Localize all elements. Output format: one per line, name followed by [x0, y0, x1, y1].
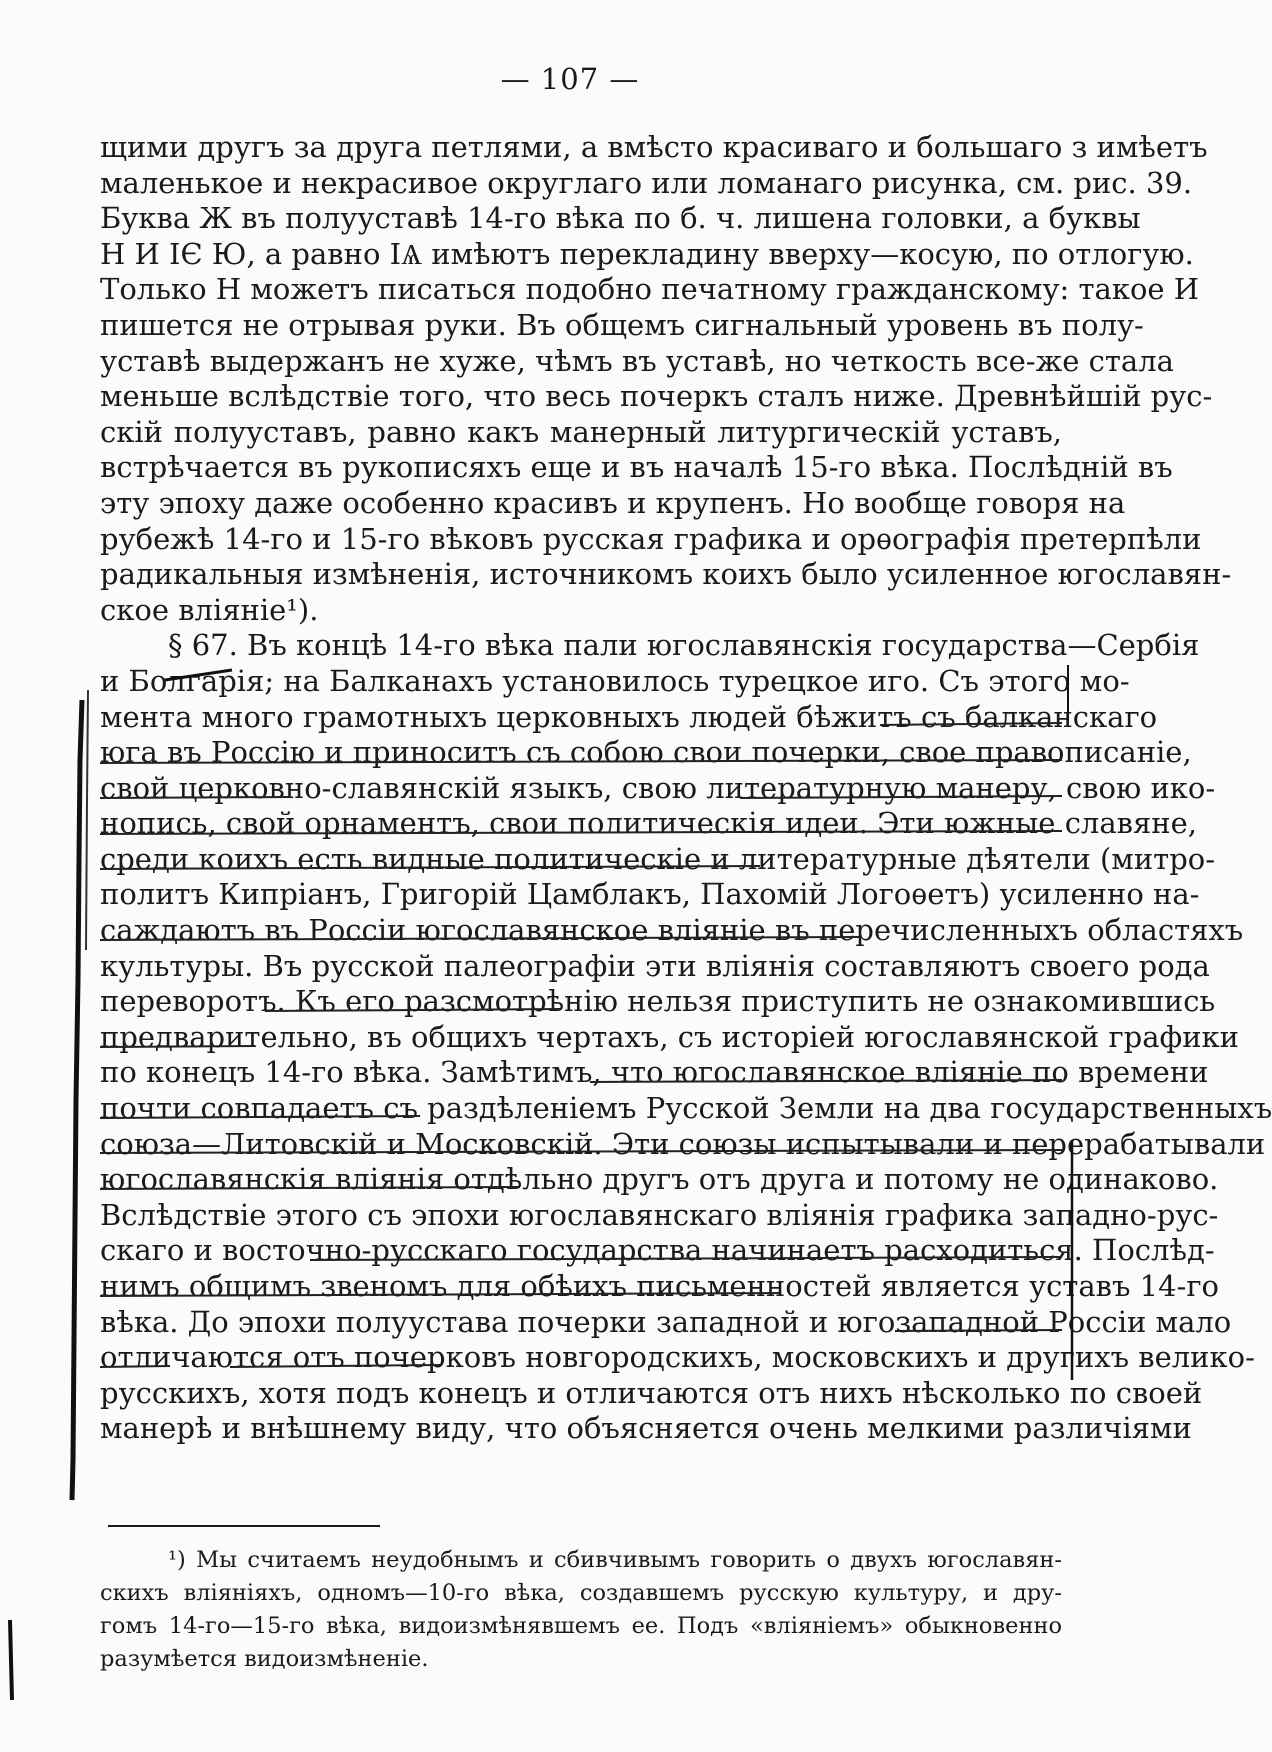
margin-mark: [10, 1620, 12, 1700]
text-line: ское вліяніе¹).: [100, 592, 319, 627]
text-line: скаго и восточно-русскаго государства начинаетъ расходиться. Послѣд-: [100, 1233, 1215, 1268]
page-number: — 107 —: [500, 62, 640, 96]
footnote-line: разумѣется видоизмѣненіе.: [100, 1646, 429, 1672]
text-line: рубежѣ 14-го и 15-го вѣковъ русская графика и орѳографія претерпѣли: [100, 521, 1202, 556]
text-line: вѣка. До эпохи полуустава почерки западной и югозападной Россіи мало: [100, 1304, 1232, 1339]
text-line: нимъ общимъ звеномъ для обѣихъ письменностей является уставъ 14-го: [100, 1269, 1219, 1303]
text-line: нопись, свой орнаментъ, свои политическія идеи. Эти южные славяне,: [100, 806, 1197, 841]
margin-bar-left-thin: [86, 690, 88, 950]
text-line: Только Н можетъ писаться подобно печатному гражданскому: такое И: [100, 272, 1200, 307]
text-line: югославянскія вліянія отдѣльно другъ отъ друга и потому не одинаково.: [100, 1162, 1219, 1197]
text-line: отличаются отъ почерковъ новгородскихъ, московскихъ и другихъ велико-: [100, 1340, 1255, 1375]
footnote-line: скихъ вліяніяхъ, одномъ—10-го вѣка, создавшемъ русскую культуру, и дру-: [100, 1580, 1062, 1606]
text-line: союза—Литовскій и Московскій. Эти союзы испытывали и перерабатывали: [100, 1126, 1266, 1161]
text-line: юга въ Россію и приноситъ съ собою свои почерки, свое правописаніе,: [100, 735, 1192, 770]
text-line: предварительно, въ общихъ чертахъ, съ исторіей югославянской графики: [100, 1019, 1240, 1054]
text-line: по конецъ 14-го вѣка. Замѣтимъ, что югославянское вліяніе по времени: [100, 1055, 1209, 1090]
text-line: политъ Кипріанъ, Григорій Цамблакъ, Пахомій Логоѳетъ) усиленно на-: [100, 877, 1200, 912]
text-line: Буква Ж въ полууставѣ 14-го вѣка по б. ч. лишена головки, а буквы: [100, 201, 1141, 236]
text-line: среди коихъ есть видные политическіе и литературные дѣятели (митро-: [100, 841, 1216, 876]
text-line: меньше вслѣдствіе того, что весь почеркъ сталъ ниже. Древнѣйшій рус-: [100, 379, 1213, 414]
footnote-separator: [108, 1525, 380, 1527]
text-line: скій полууставъ, равно какъ манерный литургическій уставъ,: [100, 414, 1062, 449]
margin-bar-left: [72, 700, 82, 1500]
text-line: радикальныя измѣненія, источникомъ коихъ было усиленное югославян-: [100, 557, 1232, 592]
text-line: маленькое и некрасивое округлаго или ломанаго рисунка, см. рис. 39.: [100, 165, 1193, 200]
text-line: культуры. Въ русской палеографіи эти вліянія составляютъ своего рода: [100, 948, 1210, 983]
section-67-start: § 67. Въ концѣ 14-го вѣка пали югославянскія государства—Сербія: [168, 628, 1200, 663]
text-line: свой церковно-славянскій языкъ, свою литературную манеру, свою ико-: [100, 770, 1216, 805]
text-line: уставѣ выдержанъ не хуже, чѣмъ въ уставѣ, но четкость все-же стала: [100, 343, 1174, 378]
text-line: почти совпадаетъ съ раздѣленіемъ Русской Земли на два государственныхъ: [100, 1091, 1272, 1126]
main-text: [100, 130, 1272, 1447]
footnote-line: гомъ 14-го—15-го вѣка, видоизмѣнявшемъ ее. Подъ «вліяніемъ» обыкновенно: [100, 1613, 1062, 1639]
text-line: встрѣчается въ рукописяхъ еще и въ началѣ 15-го вѣка. Послѣдній въ: [100, 450, 1173, 485]
text-line: Н И ІЄ Ю, а равно ІѦ имѣютъ перекладину вверху—косую, по отлогую.: [100, 236, 1194, 271]
text-line: мента много грамотныхъ церковныхъ людей бѣжитъ съ балканскаго: [100, 699, 1158, 734]
text-line: переворотъ. Къ его разсмотрѣнію нельзя приступить не ознакомившись: [100, 984, 1216, 1019]
text-line: русскихъ, хотя подъ конецъ и отличаются отъ нихъ нѣсколько по своей: [100, 1375, 1203, 1410]
text-line: Вслѣдствіе этого съ эпохи югославянскаго вліянія графика западно-рус-: [100, 1197, 1219, 1232]
text-line: эту эпоху даже особенно красивъ и крупенъ. Но вообще говоря на: [100, 485, 1126, 520]
text-line: и Болгарія; на Балканахъ установилось турецкое иго. Съ этого мо-: [100, 663, 1130, 698]
footnote-line: ¹) Мы считаемъ неудобнымъ и сбивчивымъ говорить о двухъ югославян-: [168, 1547, 1062, 1573]
text-line: щими другъ за друга петлями, а вмѣсто красиваго и большаго з имѣетъ: [100, 130, 1208, 164]
text-line: манерѣ и внѣшнему виду, что объясняется очень мелкими различіями: [100, 1411, 1192, 1446]
text-line: пишется не отрывая руки. Въ общемъ сигнальный уровень въ полу-: [100, 307, 1144, 342]
footnote: [100, 1544, 1062, 1676]
text-line: саждаютъ въ Россіи югославянское вліяніе въ перечисленныхъ областяхъ: [100, 913, 1244, 948]
